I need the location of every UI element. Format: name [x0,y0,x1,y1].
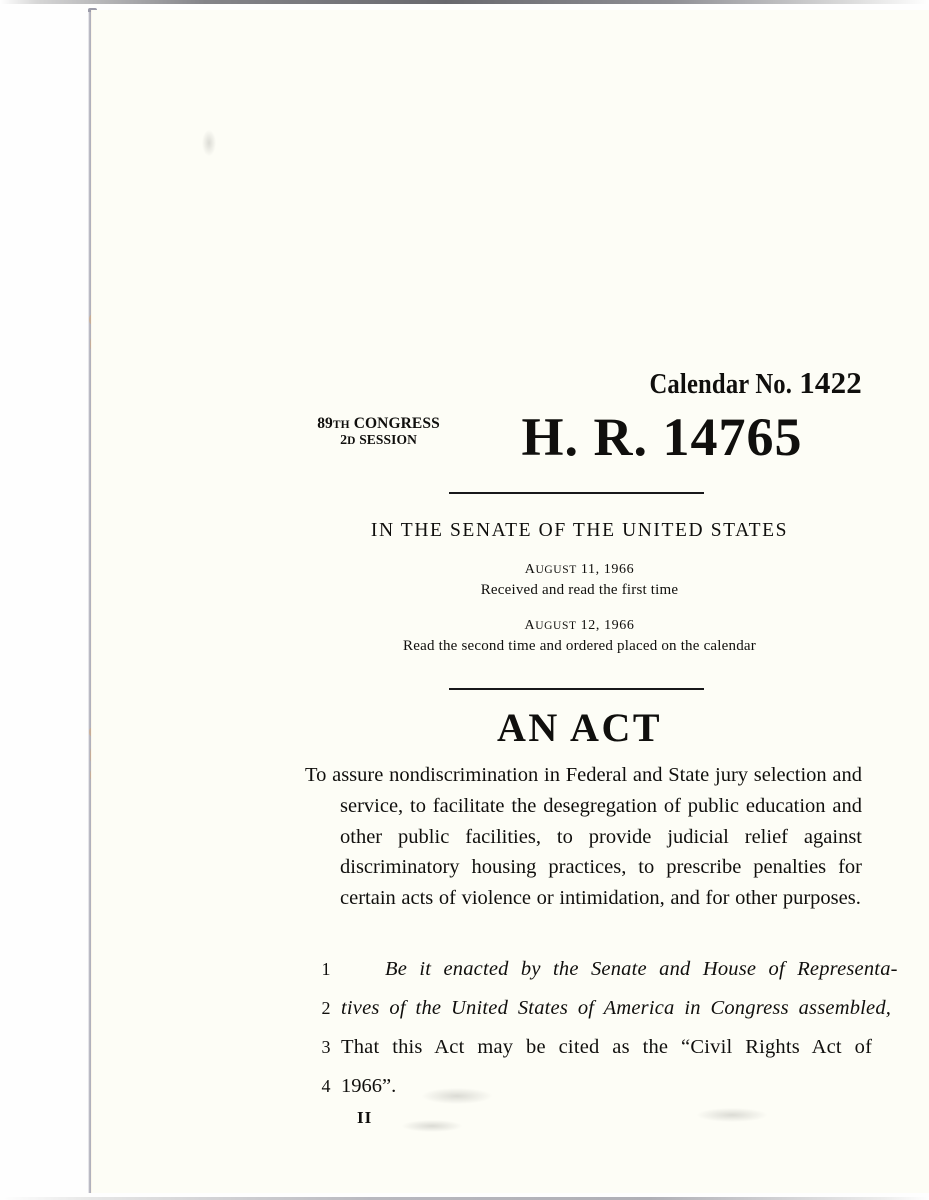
session-ordinal: D [347,434,356,447]
bill-number: H. R. 14765 [521,407,803,467]
action-date-month: UGUST [535,620,577,632]
line-number: 4 [321,1076,331,1096]
calendar-number [630,367,862,399]
act-heading: AN ACT [496,705,663,750]
calendar-number-value: 1422 [799,365,862,400]
congress-line [301,416,456,433]
action-date-month: UGUST [535,564,577,576]
action-date-initial: A [524,618,536,633]
congress-word: CONGRESS [353,415,440,432]
action-date-day-year: 12, 1966 [576,618,635,633]
numbered-line [297,950,898,989]
action-date [297,618,862,634]
chamber-heading: IN THE SENATE OF THE UNITED STATES [370,520,789,541]
action-entry [297,562,862,599]
line-number: 1 [321,959,331,979]
enacting-clause [297,950,898,1106]
line-text: 1966”. [341,1075,397,1097]
congress-ordinal: TH [332,419,350,431]
divider-rule-bottom [449,688,704,690]
purpose-paragraph: To assure nondiscrimination in Federal and State jury selection and service, to facilitate the desegregation of public education and other public facilities, to provide judicial relief against discriminatory housing practices, to prescribe penalties for certain acts of violence or intimidation, and for other purposes. [305,764,862,910]
line-text: That this Act may be cited as the “Civil Rights Act of [341,1036,873,1058]
scan-smudge [202,130,216,156]
action-date-initial: A [524,562,536,577]
numbered-line [297,989,892,1028]
session-number: 2 [340,432,348,448]
action-entry [297,618,862,655]
congress-number: 89 [317,415,333,432]
session-word: SESSION [359,431,417,447]
numbered-line [297,1067,862,1106]
session-line [301,433,456,448]
scan-smudge [697,1108,767,1122]
divider-rule-top [449,492,704,494]
calendar-number-label: Calendar No. [649,369,793,400]
numbered-line [297,1028,873,1067]
scan-smudge [402,1120,462,1132]
folio-mark: II [357,1108,373,1127]
line-number: 3 [321,1037,331,1057]
action-text: Received and read the first time [480,582,679,598]
line-number: 2 [321,998,331,1018]
action-date-day-year: 11, 1966 [576,562,635,577]
scanner-top-edge-artifact [0,0,929,4]
action-date [297,562,862,578]
line-text: Be it enacted by the Senate and House of Representa- [385,958,898,980]
action-text: Read the second time and ordered placed on the calendar [403,638,756,654]
congress-session-block [301,416,456,448]
line-text: tives of the United States of America in Congress assembled, [341,997,892,1019]
paper-sheet [92,10,929,1193]
